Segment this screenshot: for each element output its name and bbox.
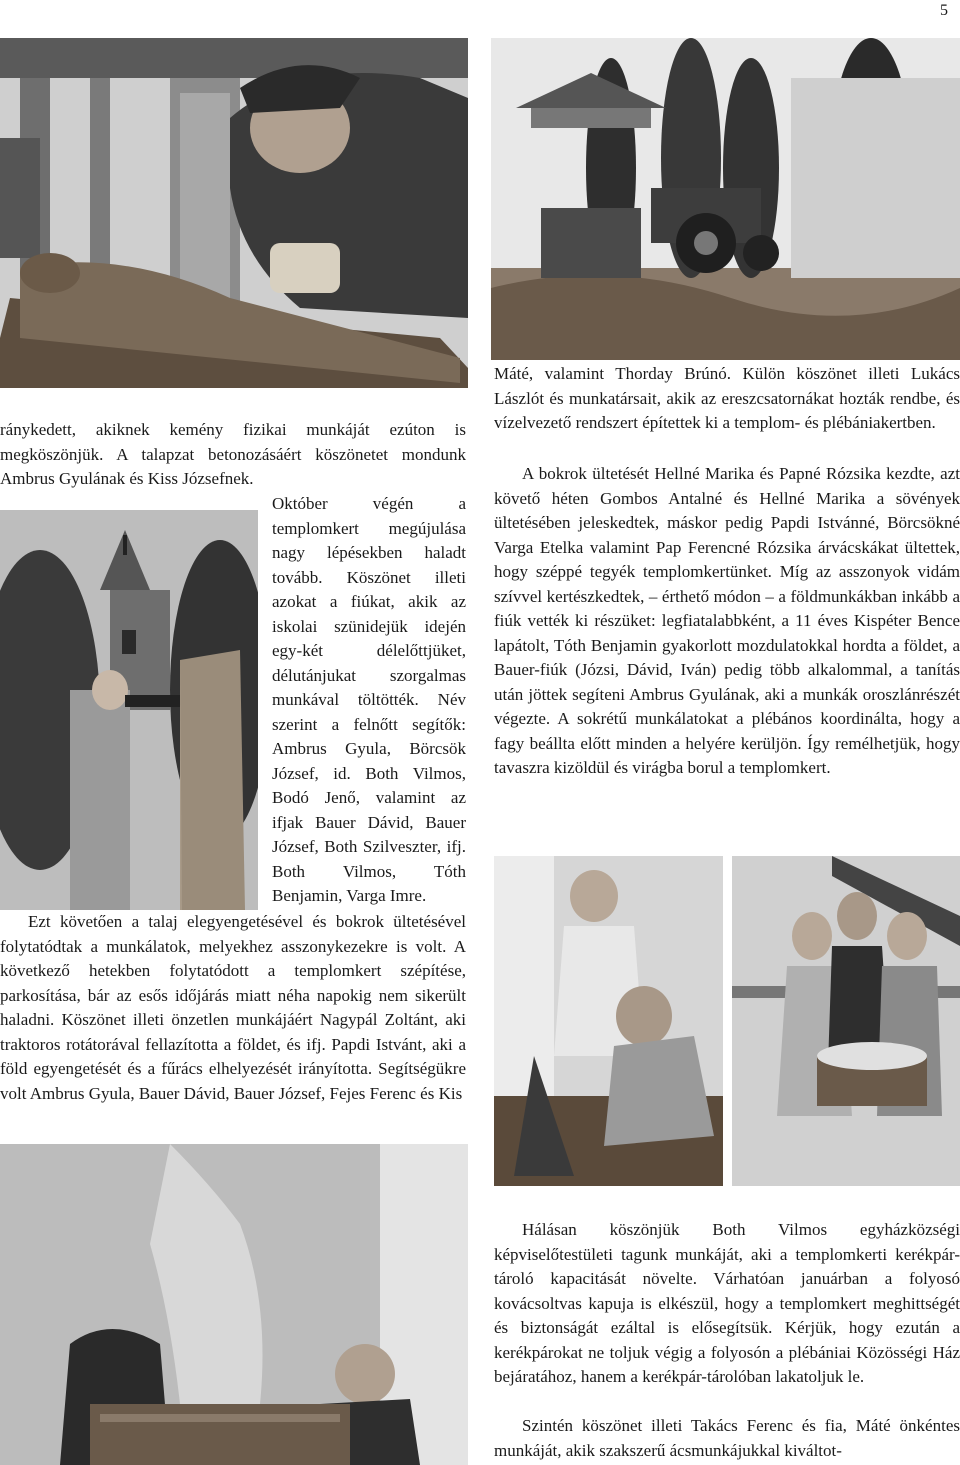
photo-woodcarver (0, 38, 468, 388)
photo-statue-restoration (0, 1144, 468, 1465)
page-number: 5 (940, 2, 948, 19)
photo-women-planting (494, 856, 723, 1186)
right-paragraph-1: Máté, valamint Thorday Brúnó. Külön köszönet illeti Lukács Lászlót és munkatársait, akik az ereszcsatornákat hozták rendbe, és vízelvezető rendszert építettek ki a templom- és plébániakertben. (494, 364, 960, 432)
right-paragraph-3: Hálásan köszönjük Both Vilmos egyházközségi képviselőtestületi tagunk munkáját, aki a templomkerti kerékpár-tároló kapacitását növelte. Várhatóan januárban a folyosó kovácsoltvas kapuja is elkészül, hogy a templomkert meghittségét és biztonságát ezáltal is elősegítsük. Kérjük, hogy ezután a kerékpárokat ne toljuk végig a folyosón a plébániai Közösségi Ház bejáratához, hanem a kerékpár-tárolóban lakatoljuk le. (494, 1220, 960, 1386)
photo-women-flowers (732, 856, 960, 1186)
left-paragraph-1: ránykedett, akiknek kemény fizikai munkáját ezúton is megköszönjük. A talapzat betonozásáért köszönetet mondunk Ambrus Gyulának és Kiss Józsefnek. (0, 420, 466, 488)
left-paragraph-3: Ezt követően a talaj elegyengetésével és bokrok ültetésével folytatódtak a munkálatok, melyekhez asszonykezekre is volt. A következő hetekben folytatódott a templomkert szépítése, parkosítása, bár az esős időjárás miatt néha napokig nem sikerült haladni. Köszönet illeti önzetlen munkájáért Nagypál Zoltánt, aki traktoros rotátorával fellazította a földet, és ifj. Papdi Istvánt, aki a föld egyengetését és a fűrács elhelyezését irányította. Segítségükre volt Ambrus Gyula, Bauer Dávid, Bauer József, Fejes Ferenc és Kis (0, 912, 466, 1103)
photo-bell-tower (0, 510, 258, 910)
left-paragraph-2: Október végén a templomkert megújulása nagy lépésekben haladt tovább. Köszönet illeti azokat a fiúkat, akik az iskolai szünidejük idején egy-két délelőttjüket, délutánjukat szorgalmas munkával töltötték. Név szerint a felnőtt segítők: Ambrus Gyula, Börcsök József, id. Both Vilmos, Bodó Jenő, valamint az ifjak Bauer Dávid, Bauer József, Both Szilveszter, ifj. Both Vilmos, Tóth Benjamin, Varga Imre. (272, 494, 466, 905)
right-paragraph-4: Szintén köszönet illeti Takács Ferenc és fia, Máté önkéntes munkáját, akik szakszerű ácsmunkájukkal kiváltot- (494, 1416, 960, 1460)
right-paragraph-2: A bokrok ültetését Hellné Marika és Papné Rózsika kezdte, azt követő héten Gombos Antalné és Hellné Marika a sövények ültetésében jeleskedtek, máskor pedig Papdi Istvánné, Börcsökné Varga Etelka valamint Pap Ferencné Rózsika árvácskákat ültettek, hogy széppé tegyék templomkertünket. Míg az asszonyok vidám szívvel kertészkedtek, – érthető módon – a földmunkákban inkább a fiúk vették ki részüket: legfiatalabbként, a 11 éves Kispéter Bence lapátolt, Tóth Benjamin gyakorlott mozdulatokkal hordta a földet, a Bauer-fiúk (Józsi, Dávid, Iván) pedig több alkalommal, a tanítás után jöttek segíteni Ambrus Gyulának, aki a munkák oroszlánrészét végezte. A sokrétű munkálatokat a plébános koordinálta, hogy a fagy beállta előtt minden a helyére kerüljön. Így remélhetjük, hogy tavaszra kizöldül és virágba borul a templomkert. (494, 464, 960, 777)
photo-tractor-garden (491, 38, 960, 360)
